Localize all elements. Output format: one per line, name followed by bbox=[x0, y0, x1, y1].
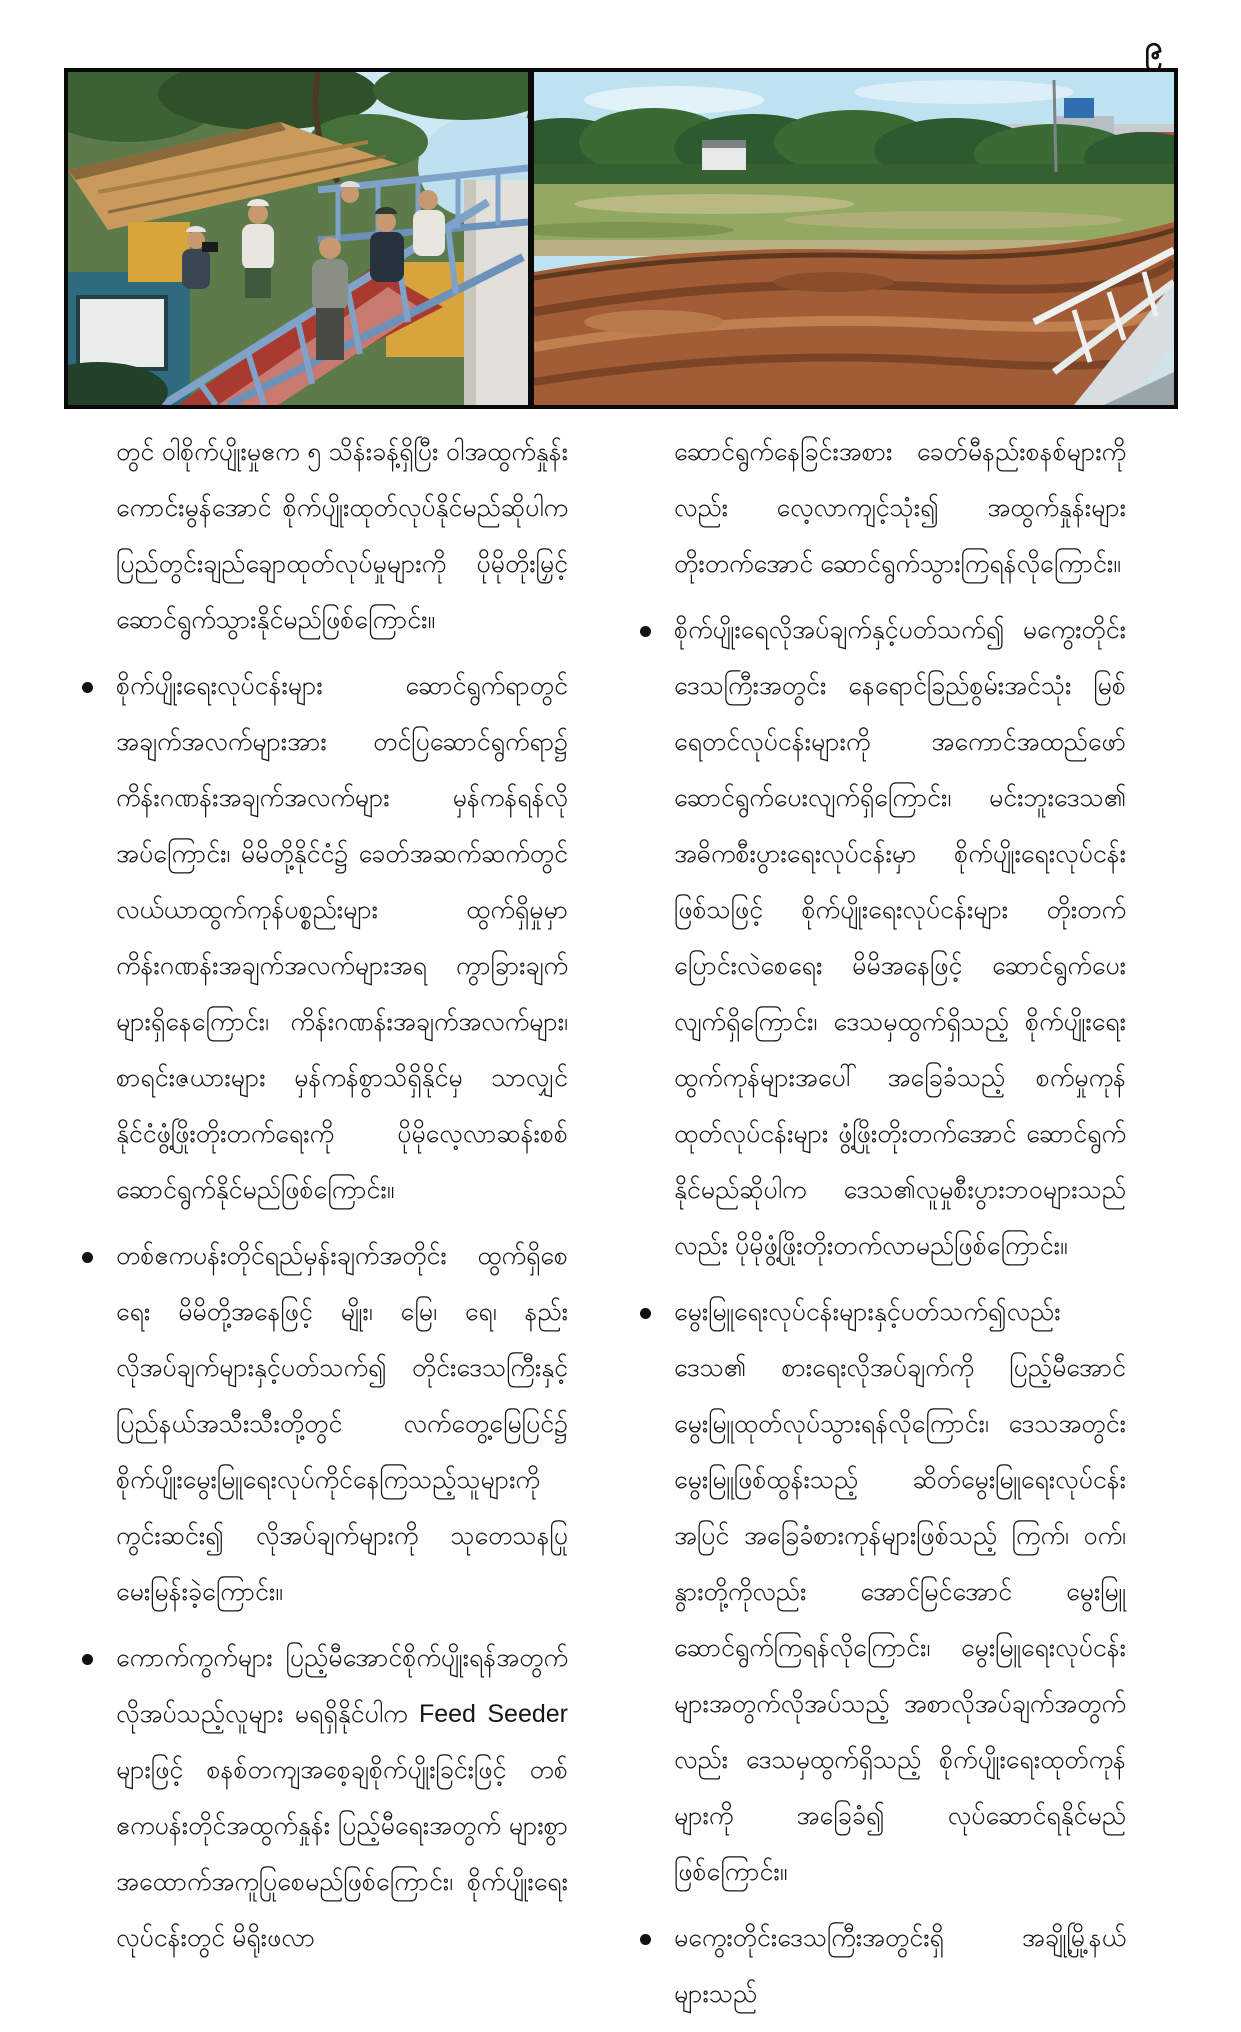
photo-officials-staircase bbox=[68, 72, 528, 405]
bullet-dot bbox=[82, 1252, 93, 1263]
bullet-item bbox=[638, 1910, 1126, 2022]
bullet-text: မွေးမြူရေးလုပ်ငန်းများနှင့်ပတ်သက်၍လည်း ဒေသ၏ စားရေးလိုအပ်ချက်ကို ပြည့်မီအောင် မွေးမြူထုတ်လုပ်သွားရန်လိုကြောင်း၊ ဒေသအတွင်းမွေးမြူဖြစ်ထွန်းသည့် ဆိတ်မွေးမြူရေးလုပ်ငန်းအပြင် အခြေခံစားကုန်များဖြစ်သည့် ကြက်၊ ဝက်၊ နွားတို့ကိုလည်း အောင်မြင်အောင် မွေးမြူဆောင်ရွက်ကြရန်လိုကြောင်း၊ မွေးမြူရေးလုပ်ငန်းများအတွက်လိုအပ်သည့် အစာလိုအပ်ချက်အတွက်လည်း ဒေသမှထွက်ရှိသည့် စိုက်ပျိုးရေးထုတ်ကုန်များကို အခြေခံ၍ လုပ်ဆောင်ရနိုင်မည်ဖြစ်ကြောင်း။ bbox=[674, 1298, 1126, 1886]
bullet-text: ကောက်ကွက်များ ပြည့်မီအောင်စိုက်ပျိုးရန်အတွက် လိုအပ်သည့်လူများ မရရှိနိုင်ပါက Feed Seeder များဖြင့် စနစ်တကျအစေ့ချစိုက်ပျိုးခြင်းဖြင့် တစ်ဧကပန်းတိုင်အထွက်နှုန်း ပြည့်မီရေးအတွက် များစွာအထောက်အကူပြုစေမည်ဖြစ်ကြောင်း၊ စိုက်ပျိုးရေးလုပ်ငန်းတွင် မိရိုးဖလာ bbox=[116, 1644, 568, 1952]
bullet-dot bbox=[82, 682, 93, 693]
bullet-text: တစ်ဧကပန်းတိုင်ရည်မှန်းချက်အတိုင်း ထွက်ရှိစေရေး မိမိတို့အနေဖြင့် မျိုး၊ မြေ၊ ရေ၊ နည်း လိုအပ်ချက်များနှင့်ပတ်သက်၍ တိုင်းဒေသကြီးနှင့် ပြည်နယ်အသီးသီးတို့တွင် လက်တွေ့မြေပြင်၌ စိုက်ပျိုးမွေးမြူရေးလုပ်ကိုင်နေကြသည့်သူများကို ကွင်းဆင်း၍ လိုအပ်ချက်များကို သုတေသနပြုမေးမြန်းခဲ့ကြောင်း။ bbox=[116, 1242, 568, 1606]
column-right bbox=[638, 424, 1126, 2032]
bullet-item bbox=[80, 1228, 568, 1620]
photo-strip bbox=[64, 68, 1178, 409]
bullet-dot bbox=[640, 1934, 651, 1945]
page-number: ၉ bbox=[1145, 29, 1163, 65]
bullet-item bbox=[80, 1630, 568, 1966]
article-body bbox=[80, 424, 1126, 2032]
bullet-item bbox=[638, 602, 1126, 1274]
bullet-text: စိုက်ပျိုးရေးလုပ်ငန်းများ ဆောင်ရွက်ရာတွင် အချက်အလက်များအား တင်ပြဆောင်ရွက်ရာ၌ ကိန်းဂဏန်းအချက်အလက်များ မှန်ကန်ရန်လိုအပ်ကြောင်း၊ မိမိတို့နိုင်ငံ၌ ခေတ်အဆက်ဆက်တွင် လယ်ယာထွက်ကုန်ပစ္စည်းများ ထွက်ရှိမှုမှာ ကိန်းဂဏန်းအချက်အလက်များအရ ကွာခြားချက်များရှိနေကြောင်း၊ ကိန်းဂဏန်းအချက်အလက်များ၊ စာရင်းဇယားများ မှန်ကန်စွာသိရှိနိုင်မှ သာလျှင် နိုင်ငံဖွံ့ဖြိုးတိုးတက်ရေးကို ပိုမိုလေ့လာဆန်းစစ်ဆောင်ရွက်နိုင်မည်ဖြစ်ကြောင်း။ bbox=[116, 672, 568, 1204]
bullet-dot bbox=[82, 1654, 93, 1665]
paragraph-continuation: ဆောင်ရွက်နေခြင်းအစား ခေတ်မီနည်းစနစ်များကိုလည်း လေ့လာကျင့်သုံး၍ အထွက်နှုန်းများ တိုးတက်အောင် ဆောင်ရွက်သွားကြရန်လိုကြောင်း။ bbox=[674, 438, 1126, 578]
bullet-text: စိုက်ပျိုးရေလိုအပ်ချက်နှင့်ပတ်သက်၍ မကွေးတိုင်းဒေသကြီးအတွင်း နေရောင်ခြည်စွမ်းအင်သုံး မြစ်ရေတင်လုပ်ငန်းများကို အကောင်အထည်ဖော် ဆောင်ရွက်ပေးလျက်ရှိကြောင်း၊ မင်းဘူးဒေသ၏ အဓိကစီးပွားရေးလုပ်ငန်းမှာ စိုက်ပျိုးရေးလုပ်ငန်းဖြစ်သဖြင့် စိုက်ပျိုးရေးလုပ်ငန်းများ တိုးတက်ပြောင်းလဲစေရေး မိမိအနေဖြင့် ဆောင်ရွက်ပေးလျက်ရှိကြောင်း၊ ဒေသမှထွက်ရှိသည့် စိုက်ပျိုးရေးထွက်ကုန်များအပေါ် အခြေခံသည့် စက်မှုကုန်ထုတ်လုပ်ငန်းများ ဖွံ့ဖြိုးတိုးတက်အောင် ဆောင်ရွက်နိုင်မည်ဆိုပါက ဒေသ၏လူမှုစီးပွားဘဝများသည်လည်း ပိုမိုဖွံ့ဖြိုးတိုးတက်လာမည်ဖြစ်ကြောင်း။ bbox=[674, 616, 1126, 1260]
bullet-item bbox=[638, 1284, 1126, 1900]
paragraph-continuation: တွင် ဝါစိုက်ပျိုးမှုဧက ၅ သိန်းခန့်ရှိပြီး ဝါအထွက်နှုန်း ကောင်းမွန်အောင် စိုက်ပျိုးထုတ်လုပ်နိုင်မည်ဆိုပါက ပြည်တွင်းချည်ချောထုတ်လုပ်မှုများကို ပိုမိုတိုးမြှင့်ဆောင်ရွက်သွားနိုင်မည်ဖြစ်ကြောင်း။ bbox=[116, 438, 568, 634]
bullet-item bbox=[80, 658, 568, 1218]
photo-sports-ground bbox=[534, 72, 1174, 405]
bullet-text: မကွေးတိုင်းဒေသကြီးအတွင်းရှိ အချို့မြို့နယ်များသည် bbox=[674, 1924, 1126, 2008]
staircase-photo-illustration bbox=[68, 72, 528, 405]
sports-ground-illustration bbox=[534, 72, 1174, 405]
bullet-dot bbox=[640, 626, 651, 637]
column-left bbox=[80, 424, 568, 2032]
bullet-dot bbox=[640, 1308, 651, 1319]
